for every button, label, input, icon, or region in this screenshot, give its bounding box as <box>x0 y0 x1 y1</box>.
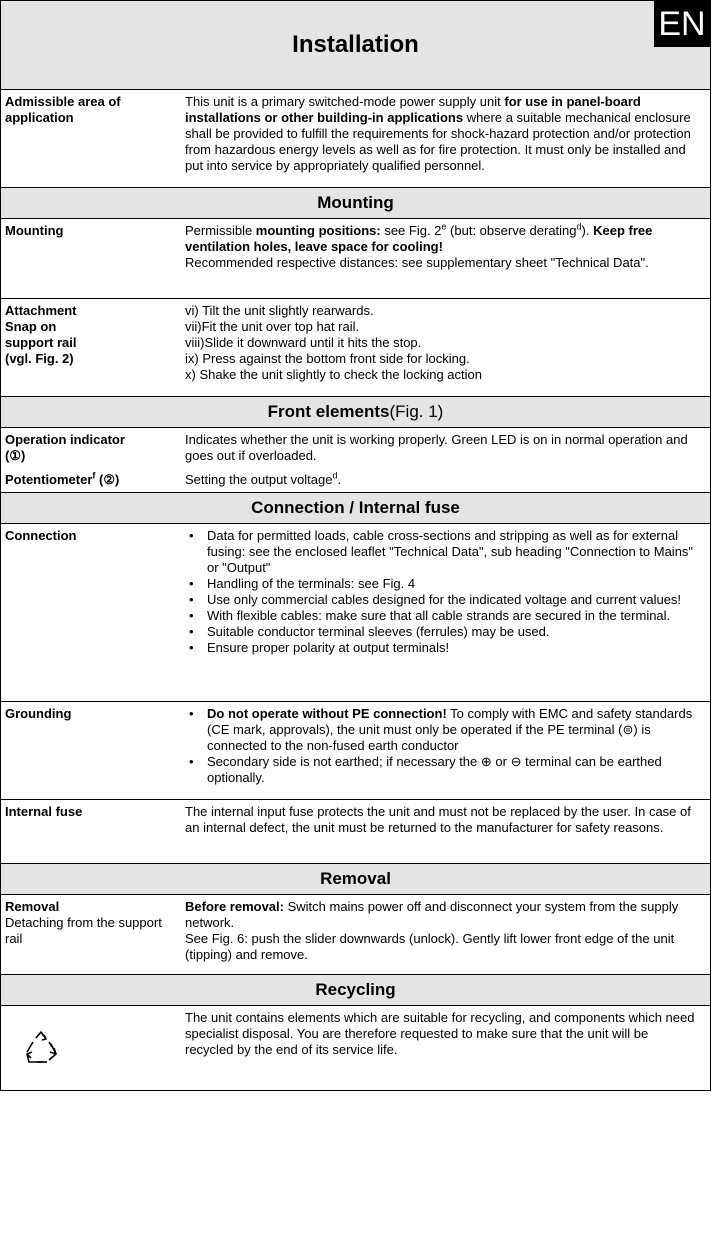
list-item: • Ensure proper polarity at output terminals! <box>185 640 696 656</box>
connection-label: Connection <box>5 528 77 543</box>
pe-earth-icon: ⊜ <box>622 722 634 737</box>
list-item: • Data for permitted loads, cable cross-sections and stripping as well as for external fusing: see the enclosed leaflet "Technical Data", sub heading "Connection to Mains" or "Output" <box>185 528 696 576</box>
fuse-row <box>1 800 710 864</box>
recycling-icon-cell <box>1 1006 175 1090</box>
attachment-steps <box>175 299 710 396</box>
admissible-text: This unit is a primary switched-mode power supply unit for use in panel-board installations or other building-in applications where a suitable mechanical enclosure shall be provided to fulfill the requirements for shock-hazard protection and/or protection from hazardous energy levels as well as for fire protection. It must only be installed and put into service by appropriately qualified personnel. <box>185 94 691 173</box>
recycling-row <box>1 1006 710 1090</box>
admissible-label: Admissible area of application <box>5 94 121 125</box>
language-badge: EN <box>654 1 710 47</box>
potentiometer-row <box>1 468 710 492</box>
minus-terminal-icon: ⊖ <box>510 754 522 769</box>
removal-row <box>1 895 710 975</box>
section-removal: Removal <box>1 864 710 895</box>
page-title: Installation <box>292 31 419 58</box>
potentiometer-label: Potentiometer$^f$ (②) <box>5 470 120 487</box>
mounting-row <box>1 219 710 299</box>
grounding-row <box>1 702 710 800</box>
recycling-icon <box>21 1028 61 1068</box>
list-item: • Handling of the terminals: see Fig. 4 <box>185 576 696 592</box>
section-recycling: Recycling <box>1 975 710 1006</box>
operation-text: Indicates whether the unit is working properly. Green LED is on in normal operation and goes out if overloaded. <box>185 432 688 463</box>
plus-terminal-icon: ⊕ <box>480 754 492 769</box>
operation-label: Operation indicator (①) <box>5 432 125 463</box>
step-item: x) Shake the unit slightly to check the locking action <box>185 367 482 382</box>
list-item: • Secondary side is not earthed; if necessary the ⊕ or ⊖ terminal can be earthed optionally. <box>185 754 696 786</box>
step-item: vi) Tilt the unit slightly rearwards. <box>185 303 374 318</box>
attachment-row <box>1 299 710 397</box>
operation-row <box>1 428 710 468</box>
recycling-text: The unit contains elements which are suitable for recycling, and components which need specialist disposal. You are therefore requested to make sure that the unit will be recycled by the end of its service life. <box>185 1010 695 1057</box>
grounding-label: Grounding <box>5 706 72 721</box>
step-item: viii)Slide it downward until it hits the stop. <box>185 335 422 350</box>
fuse-label: Internal fuse <box>5 804 83 819</box>
connection-list <box>185 528 696 656</box>
fuse-text: The internal input fuse protects the unit and must not be replaced by the user. In case of an internal defect, the unit must be returned to the manufacturer for safety reasons. <box>185 804 691 835</box>
attachment-label: Attachment Snap on support rail (vgl. Fig. 2) <box>5 303 77 366</box>
section-front-elements: Front elements (Fig. 1) <box>1 397 710 428</box>
section-mounting: Mounting <box>1 188 710 219</box>
removal-label: Removal Detaching from the support rail <box>5 899 162 946</box>
connection-text <box>175 524 710 701</box>
list-item: • Use only commercial cables designed for the indicated voltage and current values! <box>185 592 696 608</box>
list-item: • Do not operate without PE connection! To comply with EMC and safety standards (CE mark, approvals), the unit must only be operated if the PE terminal (⊜) is connected to the non-fused earth conductor <box>185 706 696 754</box>
mounting-text: Permissible mounting positions: see Fig. 2e (but: observe derating$^d$). Keep free ventilation holes, leave space for cooling! Recommended respective distances: see supplementary sheet "Technical Data". <box>185 221 653 270</box>
list-item: • With flexible cables: make sure that all cable strands are secured in the terminal. <box>185 608 696 624</box>
step-item: vii)Fit the unit over top hat rail. <box>185 319 360 334</box>
connection-row <box>1 524 710 702</box>
section-connection: Connection / Internal fuse <box>1 493 710 524</box>
mounting-label: Mounting <box>5 223 64 238</box>
grounding-text <box>175 702 710 799</box>
front-elements-block <box>1 428 710 493</box>
title-bar <box>1 1 710 90</box>
potentiometer-text: Setting the output voltage$^d$. <box>185 470 342 487</box>
list-item: • Suitable conductor terminal sleeves (ferrules) may be used. <box>185 624 696 640</box>
step-item: ix) Press against the bottom front side for locking. <box>185 351 470 366</box>
admissible-row <box>1 90 710 188</box>
removal-text: Before removal: Switch mains power off and disconnect your system from the supply network. See Fig. 6: push the slider downwards (unlock). Gently lift lower front edge of the unit (tipping) and remove. <box>185 899 679 962</box>
